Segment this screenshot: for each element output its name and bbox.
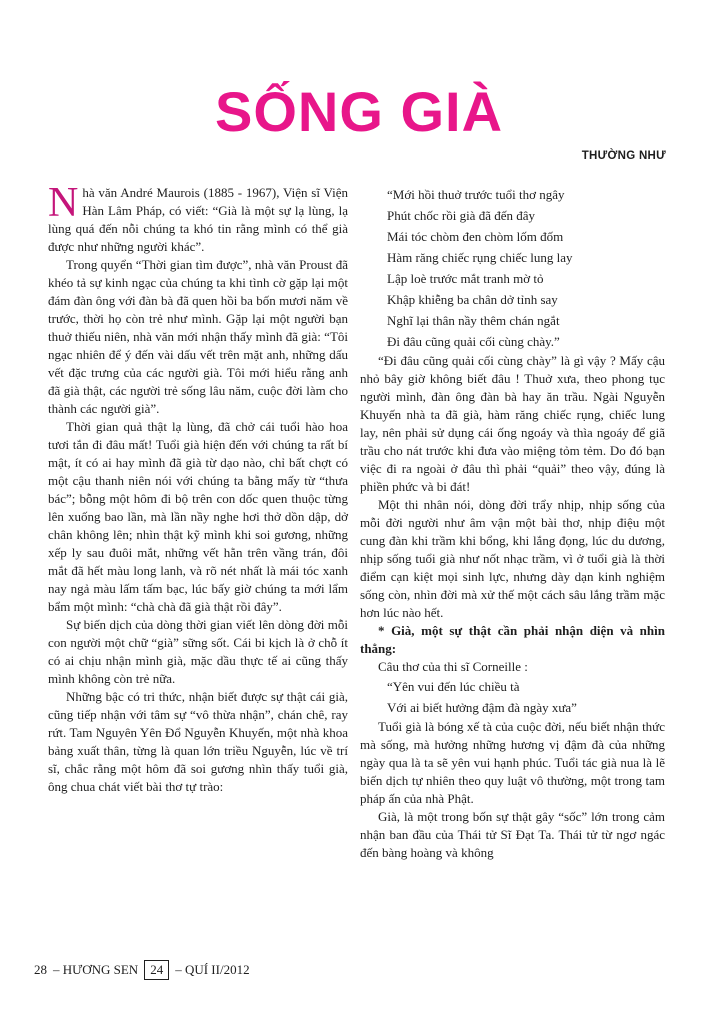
verse-line: Hàm răng chiếc rụng chiếc lung lay (387, 250, 573, 265)
verse-line: Phút chốc rồi già đã đến đây (387, 208, 536, 223)
page-footer (34, 960, 250, 980)
paragraph: Sự biến dịch của dòng thời gian viết lên dòng đời mỗi con người một chữ “già” sững sốt. Cái bi kịch là ở chỗ ít có ai chịu nhận mình già, mặc dầu thực tế ai cũng thấy mình không còn trẻ nữa. (48, 617, 348, 686)
poem-verse (360, 676, 665, 718)
verse-line: Với ai biết hưởng đậm đà ngày xưa” (387, 700, 577, 715)
paragraph (48, 180, 348, 256)
page-number: 28 (34, 962, 47, 977)
left-column (48, 180, 348, 796)
paragraph: Những bậc có tri thức, nhận biết được sự thật cái già, cũng tiếp nhận với tâm sự “vô thừa nhận”, chán chê, ray rứt. Tam Nguyên Yên Đổ Nguyễn Khuyến, một nhà khoa bảng xuất thân, từng là quan lớn triều Nguyễn, lúc về trí sĩ, chắc rằng một hôm đã soi gương nhìn thấy tuổi già, ông chua chát viết bài thơ tự trào: (48, 689, 348, 794)
paragraph: Già, là một trong bốn sự thật gây “sốc” lớn trong cảm nhận ban đầu của Thái tử Sĩ Đạt Ta. Thái tử từ ngơ ngác đến bàng hoàng và không (360, 809, 665, 860)
right-column (360, 184, 665, 862)
issue-number: 24 (144, 960, 169, 980)
paragraph: Thời gian quả thật lạ lùng, đã chở cái tuổi hào hoa tươi tắn đi đâu mất! Tuổi già hiện đến với chúng ta rất bí mật, ít có ai hay mình đã già từ dạo nào, chỉ bất chợt có một cậu thanh niên nói với chúng ta bằng mấy từ “thưa bác”; bỗng một hôm đi bộ trên con dốc quen thuộc từng lên xuống bao lần, mà lần nầy nghe hơi thở dồn dập, dở chân không lên; nhìn thật kỹ mình khi soi gương, những xếp ly sau đuôi mắt, những vết hằn trên vầng trán, đôi mắt đã hết màu long lanh, và rõ nét nhất là mái tóc xanh nay ngả màu lấm tấm bạc, lúc bấy giờ chúng ta mới lẩm bẩm một mình: “chà chà đã già thật rồi đây”. (48, 419, 348, 614)
verse-line: Mái tóc chòm đen chòm lốm đốm (387, 229, 564, 244)
verse-line: Lập loè trước mắt tranh mờ tỏ (387, 271, 544, 286)
author-name: THƯỜNG NHƯ (581, 150, 666, 162)
poem-verse (360, 184, 665, 352)
paragraph: Tuổi già là bóng xế tà của cuộc đời, nếu biết nhận thức mà sống, mà hưởng những hương vị đậm đà của những ngày qua là ta sẽ yên vui hạnh phúc. Tuổi tác già nua là lẽ biến dịch tự nhiên theo quy luật vô thường, một trong tam pháp ấn của nhà Phật. (360, 719, 665, 806)
section-heading: * Già, một sự thật cần phải nhận diện và nhìn thẳng: (360, 623, 665, 656)
verse-line: Nghĩ lại thân nầy thêm chán ngắt (387, 313, 560, 328)
paragraph: “Đi đâu cũng quải cối cùng chày” là gì vậy ? Mấy cậu nhỏ bây giờ không biết đâu ! Thuở xưa, theo phong tục người mình, đàn ông đàn bà hay ăn trầu. Ngài Nguyễn Khuyến nhà ta đã già, hàm răng chiếc rụng, chiếc lung lay, nên phải sử dụng cái ống ngoáy và thìa ngoáy để giã trầu cho nát trước khi đưa vào miệng tỏm tẻm. Do đó bạn việc đi ra ngoài ở đâu thì phải “quải” theo vậy, đúng là phiền phức và bi đát! (360, 353, 665, 494)
article-title: SỐNG GIÀ (214, 80, 504, 143)
verse-line: Khập khiễng ba chân dở tỉnh say (387, 292, 558, 307)
magazine-name: – HƯƠNG SEN (53, 962, 139, 977)
paragraph: Câu thơ của thi sĩ Corneille : (378, 659, 528, 674)
paragraph: Một thi nhân nói, dòng đời trẩy nhịp, nhịp sống của mỗi đời người như âm vận một bài thơ, nhịp điệu một cung đàn khi trầm khi bổng, khi lắng đọng, lúc du dương, nhịp sống tuổi già như nốt nhạc trầm, vì ở tuổi già là thời điểm cạn kiệt mọi sinh lực, nhưng dày dạn kinh nghiệm sống còn, nhìn đời mà xử thế một cách sâu lắng trầm mặc hơn lúc nào hết. (360, 497, 665, 620)
verse-line: “Yên vui đến lúc chiều tà (387, 679, 520, 694)
paragraph: Trong quyển “Thời gian tìm được”, nhà văn Proust đã khéo tả sự kinh ngạc của chúng ta khi tình cờ gặp lại một đám đàn ông với đàn bà đã quen hồi ba bốn mươi năm về trước, thời họ còn trẻ như mình. Gặp lại một người bạn thuở thiếu niên, nhà văn mới nhận thấy mình đã già: “Tôi ngạc nhiên để ý đến vài dấu vết trên mặt anh, những dấu vết đặc trưng của các người già. Tôi mới hiểu rằng anh đã già thật, các người trẻ sống lâu năm, cuộc đời làm cho thành các người già”. (48, 257, 348, 416)
verse-line: “Mới hồi thuở trước tuổi thơ ngây (387, 187, 565, 202)
drop-cap: N (48, 180, 79, 226)
issue-quarter: – QUÍ II/2012 (175, 962, 250, 977)
paragraph-text: hà văn André Maurois (1885 - 1967), Viện sĩ Viện Hàn Lâm Pháp, có viết: “Già là một sự lạ lùng, lạ lùng quá đến nỗi chúng ta khó tin rằng mình có thể già được như những người khác”. (48, 185, 348, 254)
verse-line: Đi đâu cũng quải cối cùng chày.” (387, 334, 560, 349)
